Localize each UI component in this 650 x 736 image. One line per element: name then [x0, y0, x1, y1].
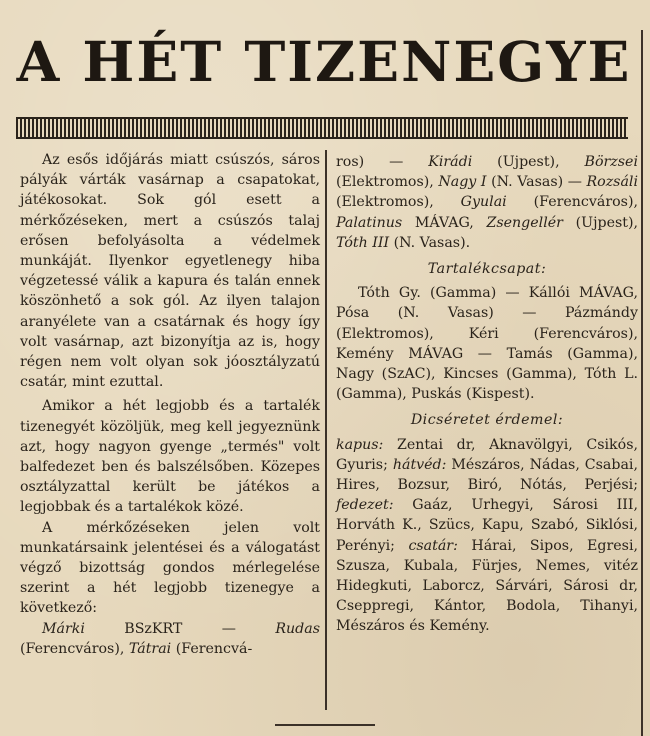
player-club: (Ujpest), — [562, 214, 638, 231]
player-club: (Elektromos), — [336, 194, 461, 211]
title-ornamental-rule — [16, 117, 628, 139]
player-club: (Ferencváros), — [506, 194, 638, 211]
intro-paragraph: Az esős időjárás miatt csúszós, sáros pályák várták vasárnap a csapatokat, játékosokat. Sok gól esett a mérkőzéseken, mert a csúszós talaj erősen befolyásolta a védelmek munkáját. Ilyenkor egyetlenegy hiba végzetessé válik a kapura és talán ennek köszönhető a sok gól. Az ilyen talajon aranyélete van a csatárnak és hogy így volt vasárnap, azt bizonyítja az is, hogy régen nem volt olyan sok jóosztályzatú csatár, mint ezuttal. — [20, 152, 320, 391]
player-name: Nagy I — [438, 174, 487, 191]
lineup-start — [20, 619, 320, 659]
player-name: Rozsáli — [586, 174, 638, 191]
position-label: csatár: — [408, 537, 458, 554]
player-name: Zsengellér — [486, 214, 563, 231]
bottom-rule — [275, 724, 375, 726]
player-name: Kirádi — [428, 154, 473, 170]
player-name: Márki — [42, 620, 85, 637]
player-name: Tátrai — [128, 640, 172, 657]
position-players: Hárai, Sipos, Egresi, Szusza, Kubala, Fürjes, Nemes, vitéz Hidegkuti, Laborcz, Sárvári, Sárosi dr, Cseppregi, Kántor, Bodola, Tihanyi, Mészáros és Kemény. — [336, 537, 639, 635]
player-name: Rudas — [275, 620, 320, 637]
reserve-heading: Tartalékcsapat: — [427, 261, 547, 278]
praise-list — [336, 435, 638, 637]
player-club: (N. Vasas). — [389, 234, 471, 251]
position-label: hátvéd: — [392, 456, 447, 473]
right-column — [336, 152, 638, 637]
player-club: BSzKRT — — [84, 620, 276, 637]
player-name: Palatinus — [336, 214, 403, 231]
headline: A HÉT TIZENEGYE — [16, 29, 632, 94]
player-name: Gyulai — [460, 194, 507, 211]
player-club: (N. Vasas) — — [486, 174, 587, 191]
praise-heading: Dicséretet érdemel: — [410, 412, 564, 429]
player-club: (Ferencváros), — [20, 640, 129, 657]
player-club: (Ferencvá- — [171, 640, 253, 657]
position-label: kapus: — [336, 436, 384, 453]
third-paragraph: A mérkőzéseken jelen volt munkatársaink jelentései és a válogatást végző bizottság gondos mérlegelése szerint a hét legjobb tizenegye a következő: — [20, 519, 320, 617]
player-club: (Elektromos), — [336, 174, 439, 191]
lineup-continued — [336, 152, 638, 253]
page-edge-rule — [641, 30, 643, 736]
left-column — [20, 150, 320, 659]
player-name: Tóth III — [336, 234, 390, 251]
column-divider — [325, 150, 327, 710]
position-players: Gaáz, Urhegyi, Sárosi III, Horváth K., Szücs, Kapu, Szabó, Siklósi, Perényi; — [336, 497, 638, 554]
reserve-list: Tóth Gy. (Gamma) — Kállói MÁVAG, Pósa (N. Vasas) — Pázmándy (Elektromos), Kéri (Ferencváros), Kemény MÁVAG — Tamás (Gamma), Nagy (SzAC), Kincses (Gamma), Tóth L. (Gamma), Puskás (Kispest). — [336, 285, 638, 403]
player-name: Börzsei — [584, 154, 638, 170]
player-club: MÁVAG, — [402, 214, 487, 231]
second-paragraph: Amikor a hét legjobb és a tartalék tizenegyét közöljük, meg kell jegyeznünk azt, hogy nagyon gyenge „termés" volt balfedezet ben és balszélsőben. Közepes osztályzattal került be játékos a legjobbak és a tartalékok közé. — [20, 398, 320, 516]
position-players: Zentai dr, Aknavölgyi, Csikós, Gyuris; — [336, 436, 638, 473]
position-players: Mészáros, Nádas, Csabai, Hires, Bozsur, Biró, Nótás, Perjési; — [336, 456, 638, 494]
position-label: fedezet: — [336, 497, 394, 514]
player-club: (Ujpest), — [472, 154, 585, 170]
lineup-pre: ros) — — [336, 154, 429, 170]
